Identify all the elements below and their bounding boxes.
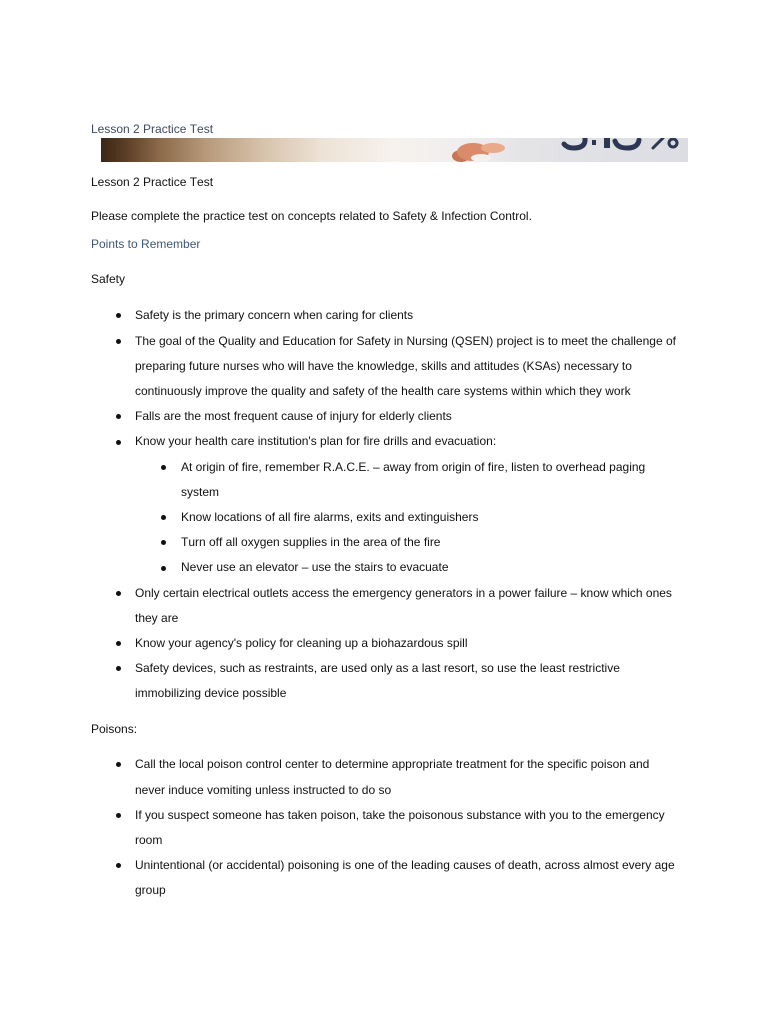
safety-heading: Safety <box>91 272 126 287</box>
poisons-list <box>135 752 701 903</box>
bullet-icon <box>116 762 121 767</box>
bullet-icon <box>161 465 166 470</box>
list-item-text: Safety devices, such as restraints, are used only as a last resort, so use the least restrictive immobilizing device possible <box>135 661 620 701</box>
banner-photo <box>101 138 688 162</box>
bullet-icon <box>116 863 121 868</box>
safety-list-item <box>135 429 685 580</box>
safety-list-item <box>135 631 685 656</box>
sub-list-item <box>181 455 671 505</box>
bullet-icon <box>116 666 121 671</box>
safety-list-item <box>135 329 691 405</box>
banner-image <box>101 138 688 162</box>
sub-list-item-text: Turn off all oxygen supplies in the area of the fire <box>181 535 441 550</box>
list-item-text: The goal of the Quality and Education for Safety in Nursing (QSEN) project is to meet the challenge of preparing future nurses who will have the knowledge, skills and attitudes (KSAs) necessary to continuously improve the quality and safety of the health care systems within which they work <box>135 333 676 398</box>
fire-plan-sub-list <box>181 455 685 581</box>
bullet-icon <box>116 641 121 646</box>
bullet-icon <box>116 813 121 818</box>
list-item-text: Only certain electrical outlets access the emergency generators in a power failure – know which ones they are <box>135 585 672 625</box>
poisons-list-item <box>135 752 670 802</box>
bullet-icon <box>161 540 166 545</box>
safety-list <box>135 303 691 706</box>
safety-list-item <box>135 581 687 631</box>
poisons-list-item <box>135 803 683 853</box>
list-item-text: Know your health care institution's plan for fire drills and evacuation: <box>135 434 497 449</box>
safety-list-item <box>135 656 660 706</box>
sub-list-item <box>181 555 671 580</box>
safety-list-item <box>135 404 685 429</box>
sub-list-item-text: Never use an elevator – use the stairs to evacuate <box>181 560 449 575</box>
sub-list-item-text: At origin of fire, remember R.A.C.E. – away from origin of fire, listen to overhead paging system <box>181 459 646 499</box>
poisons-list-item <box>135 853 701 903</box>
bullet-icon <box>116 339 121 344</box>
sub-list-item <box>181 505 671 530</box>
header-title: Lesson 2 Practice Test <box>91 122 214 137</box>
sub-list-item-text: Know locations of all fire alarms, exits and extinguishers <box>181 510 479 525</box>
intro-paragraph: Please complete the practice test on concepts related to Safety & Infection Control. <box>91 209 532 224</box>
list-item-text: Falls are the most frequent cause of injury for elderly clients <box>135 409 452 424</box>
bullet-icon <box>116 440 121 445</box>
list-item-text: Unintentional (or accidental) poisoning is one of the leading causes of death, across almost every age group <box>135 858 675 898</box>
points-to-remember-heading: Points to Remember <box>91 237 201 252</box>
bullet-icon <box>161 566 166 571</box>
poisons-heading: Poisons: <box>91 722 138 737</box>
bullet-icon <box>116 414 121 419</box>
banner-background <box>101 138 688 162</box>
bullet-icon <box>116 313 121 318</box>
sub-list-item <box>181 530 671 555</box>
bullet-icon <box>116 591 121 596</box>
list-item-text: Safety is the primary concern when caring for clients <box>135 308 414 323</box>
bullet-icon <box>161 515 166 520</box>
list-item-text: Call the local poison control center to determine appropriate treatment for the specific poison and never induce vomiting unless instructed to do so <box>135 757 650 797</box>
document-title: Lesson 2 Practice Test <box>91 175 214 190</box>
list-item-text: If you suspect someone has taken poison, take the poisonous substance with you to the emergency room <box>135 807 665 847</box>
list-item-text: Know your agency's policy for cleaning up a biohazardous spill <box>135 636 468 651</box>
safety-list-item <box>135 303 685 328</box>
